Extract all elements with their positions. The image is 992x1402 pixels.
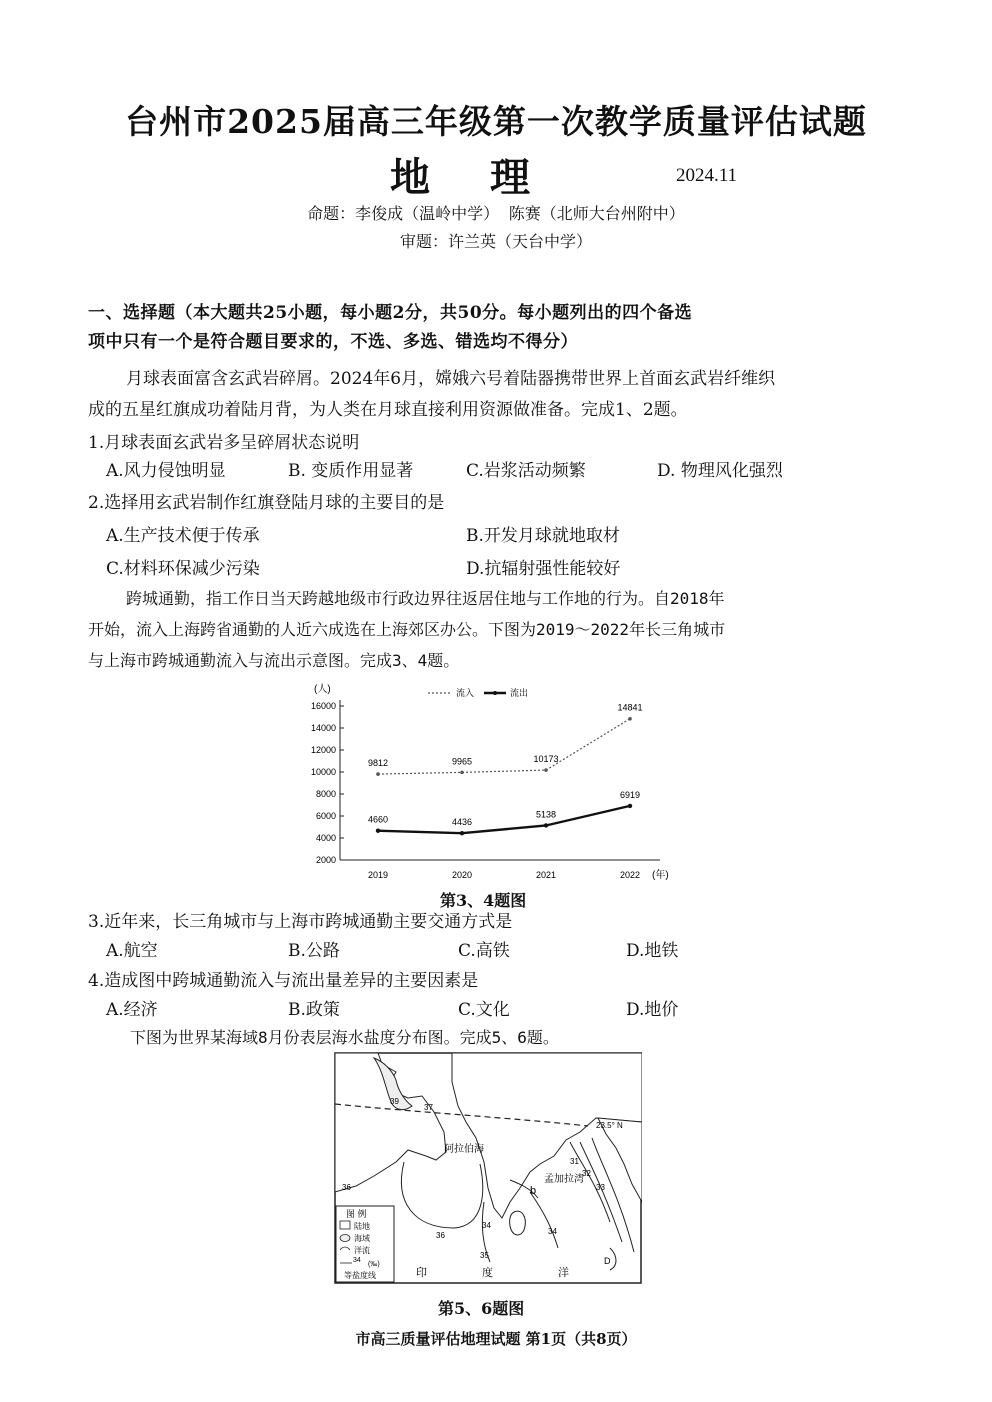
passage2-line2: 开始，流入上海跨省通勤的人近六成选在上海郊区办公。下图为2019～2022年长三角城市 (88, 620, 726, 639)
q3-option-c: C.高铁 (458, 941, 510, 961)
series-line-1 (378, 806, 630, 833)
y-unit-label: (人) (314, 684, 331, 695)
q2-option-c: C.材料环保减少污染 (106, 559, 260, 579)
data-point (460, 771, 464, 775)
q2-option-b: B.开发月球就地取材 (466, 526, 620, 546)
x-unit-label: (年) (652, 870, 669, 881)
q4-option-b: B.政策 (288, 1000, 340, 1020)
y-tick-label: 14000 (310, 723, 336, 733)
map-caption: 第5、6题图 (438, 1299, 525, 1318)
section-heading-line1: 一、选择题（本大题共25小题，每小题2分，共50分。每小题列出的四个备选 (88, 303, 693, 323)
legend-outflow-label: 流出 (510, 688, 529, 698)
label-b: b (530, 1185, 537, 1197)
reviewer-line: 审题：许兰英（天台中学） (399, 232, 592, 251)
legend-outflow-marker (493, 691, 497, 695)
y-tick-label: 10000 (310, 767, 336, 777)
iso-label-34a: 34 (482, 1221, 491, 1230)
q1-option-a: A.风力侵蚀明显 (106, 461, 226, 481)
data-point (376, 829, 380, 833)
legend-iso-unit: (‰) (368, 1261, 380, 1268)
passage2-line1: 跨城通勤，指工作日当天跨越地级市行政边界往返居住地与工作地的行为。自2018年 (126, 589, 725, 608)
q1-option-b: B. 变质作用显著 (288, 461, 414, 481)
data-point (376, 772, 380, 776)
q3-stem: 3.近年来，长三角城市与上海市跨城通勤主要交通方式是 (88, 912, 513, 932)
q4-option-d: D.地价 (626, 1000, 679, 1020)
exam-date: 2024.11 (676, 165, 738, 186)
data-label: 4660 (367, 814, 389, 825)
q4-option-c: C.文化 (458, 1000, 510, 1020)
q2-option-a: A.生产技术便于传承 (106, 526, 260, 546)
q3-option-b: B.公路 (288, 941, 340, 961)
passage3-line1: 下图为世界某海域8月份表层海水盐度分布图。完成5、6题。 (130, 1028, 559, 1047)
legend-title: 图 例 (346, 1209, 367, 1219)
subject-title: 地理 (390, 154, 590, 201)
q1-stem: 1.月球表面玄武岩多呈碎屑状态说明 (88, 433, 360, 453)
label-d: D (604, 1256, 611, 1266)
authors-line: 命题：李俊成（温岭中学） 陈赛（北师大台州附中） (307, 204, 685, 223)
data-point (628, 717, 632, 721)
commute-line-chart (300, 676, 690, 888)
label-bay-of-bengal: 孟加拉湾 (544, 1174, 584, 1185)
passage1-line1: 月球表面富含玄武岩碎屑。2024年6月，嫦娥六号着陆器携带世界上首面玄武岩纤维织 (126, 369, 776, 389)
x-tick-label: 2021 (535, 870, 557, 880)
q3-option-a: A.航空 (106, 941, 158, 961)
sri-lanka-island (510, 1211, 526, 1235)
legend-inflow-label: 流入 (456, 688, 475, 698)
label-yin: 印 (416, 1267, 427, 1279)
data-label: 9812 (367, 758, 389, 769)
x-tick-label: 2020 (451, 870, 473, 880)
iso-label-32: 32 (582, 1169, 591, 1178)
q2-option-d: D.抗辐射强性能较好 (466, 559, 621, 579)
iso-label-39: 39 (390, 1097, 399, 1106)
data-label: 4436 (451, 817, 473, 828)
data-point (544, 768, 548, 772)
section-heading-line2: 项中只有一个是符合题目要求的，不选、多选、错选均不得分） (88, 332, 578, 352)
data-label: 10173 (533, 754, 559, 765)
iso-label-35: 35 (480, 1251, 489, 1260)
y-tick-label: 8000 (315, 789, 336, 799)
legend-iso: 等盐度线 (344, 1271, 376, 1280)
iso-label-34b: 34 (548, 1227, 557, 1236)
label-du: 度 (482, 1267, 493, 1279)
y-tick-label: 16000 (310, 701, 336, 711)
data-point (544, 823, 548, 827)
q1-option-c: C.岩浆活动频繁 (466, 461, 586, 481)
page-footer: 市高三质量评估地理试题 第1页（共8页） (355, 1330, 637, 1348)
x-tick-label: 2019 (367, 870, 389, 880)
data-label: 9965 (451, 756, 473, 767)
salinity-map (334, 1052, 642, 1284)
data-label: 5138 (535, 809, 557, 820)
legend-sea-swatch (340, 1235, 350, 1242)
iso-label-36b: 36 (436, 1231, 445, 1240)
chart-caption: 第3、4题图 (440, 891, 527, 910)
iso-label-33: 33 (596, 1183, 605, 1192)
q2-stem: 2.选择用玄武岩制作红旗登陆月球的主要目的是 (88, 493, 445, 513)
passage2-line3: 与上海市跨城通勤流入与流出示意图。完成3、4题。 (88, 651, 460, 670)
data-point (628, 804, 632, 808)
data-label: 14841 (617, 702, 643, 713)
y-tick-label: 6000 (315, 811, 336, 821)
q4-stem: 4.造成图中跨城通勤流入与流出量差异的主要因素是 (88, 971, 479, 991)
q1-option-d: D. 物理风化强烈 (657, 461, 783, 481)
data-point (460, 831, 464, 835)
legend-land-swatch (340, 1221, 350, 1229)
iso-label-31: 31 (570, 1157, 579, 1166)
series-line-0 (378, 719, 630, 774)
passage1-line2: 成的五星红旗成功着陆月背，为人类在月球直接利用资源做准备。完成1、2题。 (88, 400, 688, 420)
data-label: 6919 (619, 789, 641, 800)
y-tick-label: 12000 (310, 745, 336, 755)
legend-iso-value: 34 (353, 1257, 361, 1264)
x-tick-label: 2022 (619, 870, 641, 880)
iso-label-37: 37 (424, 1103, 433, 1112)
label-tropic: 23.5° N (596, 1121, 623, 1130)
iso-label-36a: 36 (342, 1183, 351, 1192)
legend-current: 洋流 (354, 1246, 370, 1255)
label-arabian-sea: 阿拉伯海 (444, 1144, 484, 1155)
exam-title: 台州市2025届高三年级第一次教学质量评估试题 (125, 102, 867, 141)
label-yang: 洋 (558, 1267, 569, 1279)
legend-land: 陆地 (354, 1222, 370, 1231)
q3-option-d: D.地铁 (626, 941, 679, 961)
legend-sea: 海域 (354, 1234, 370, 1243)
q4-option-a: A.经济 (106, 1000, 158, 1020)
y-tick-label: 4000 (315, 833, 336, 843)
y-tick-label: 2000 (315, 855, 336, 865)
